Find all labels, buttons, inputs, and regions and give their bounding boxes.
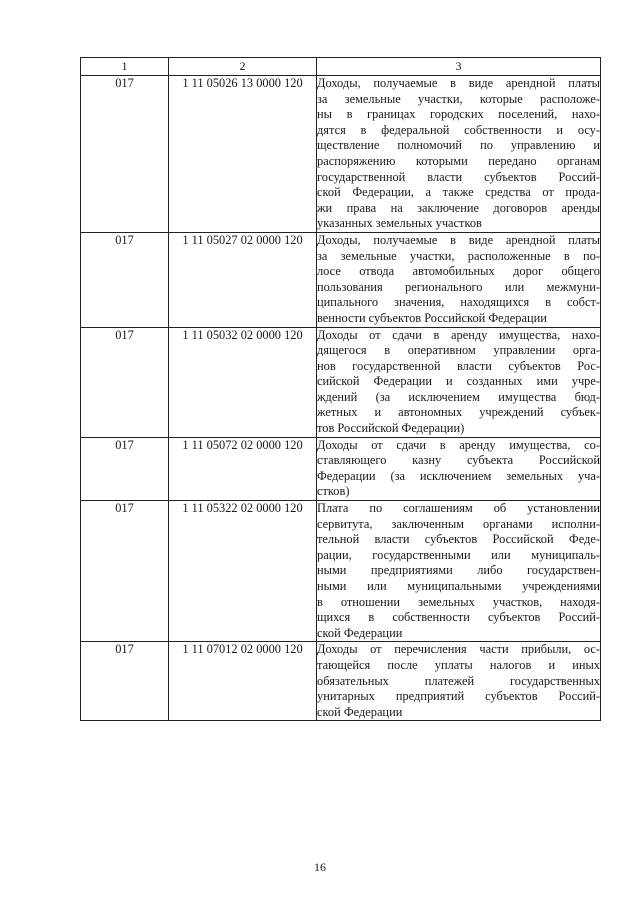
revenue-name-cell xyxy=(317,327,601,437)
table-row xyxy=(81,437,601,500)
revenue-name-line: жетных и автономных учреждений субъек- xyxy=(317,405,600,420)
revenue-name-line: ными или муниципальными учреждениями xyxy=(317,579,600,593)
revenue-name-line: щихся в собственности субъектов Россий- xyxy=(317,610,600,625)
revenue-name-line: ществление полномочий по управлению и xyxy=(317,138,600,153)
revenue-name-line: Доходы от перечисления части прибыли, ос- xyxy=(317,642,600,657)
revenue-name-line: лосе отвода автомобильных дорог общего xyxy=(317,264,600,279)
revenue-name-line: ципального значения, находящихся в собст- xyxy=(317,295,600,310)
revenue-name-cell xyxy=(317,501,601,642)
table-row xyxy=(81,232,601,327)
revenue-name-line: Федерации (за исключением земельных уча- xyxy=(317,468,600,483)
admin-code-cell: 017 xyxy=(81,232,169,327)
budget-classification-code-cell: 1 11 05072 02 0000 120 xyxy=(169,437,317,500)
revenue-name-line: за земельные участки, которые расположе- xyxy=(317,91,600,106)
table-row xyxy=(81,327,601,437)
table-body xyxy=(81,76,601,721)
revenue-name-line: ской Федерации, а также средства от прода- xyxy=(317,185,600,200)
revenue-name-line: Плата по соглашениям об установлении xyxy=(317,501,600,516)
revenue-name-line: тельной власти субъектов Российской Феде- xyxy=(317,532,600,547)
admin-code-cell: 017 xyxy=(81,327,169,437)
table-row xyxy=(81,642,601,721)
revenue-name-line: ставляющего казну субъекта Российской xyxy=(317,453,600,468)
revenue-name-line: тов Российской Федерации) xyxy=(317,421,465,436)
revenue-name-cell xyxy=(317,232,601,327)
revenue-name-line: ными предприятиями либо государствен- xyxy=(317,563,600,578)
revenue-name-line: жи права на заключение договоров аренды xyxy=(317,200,600,215)
header-col-2: 2 xyxy=(169,58,317,76)
table-row xyxy=(81,501,601,642)
revenue-name-line: Доходы, получаемые в виде арендной платы xyxy=(317,232,600,247)
revenue-name-line: за земельные участки, расположенные в по- xyxy=(317,248,600,263)
table-row xyxy=(81,76,601,233)
revenue-name-line: ны в границах городских поселений, нахо- xyxy=(317,107,600,122)
revenue-name-line: Доходы, получаемые в виде арендной платы xyxy=(317,76,600,90)
revenue-name-cell xyxy=(317,437,601,500)
budget-classification-code-cell: 1 11 05032 02 0000 120 xyxy=(169,327,317,437)
revenue-name-line: ждений (за исключением имущества бюд- xyxy=(317,389,600,404)
revenue-name-line: распоряжению которыми передано органам xyxy=(317,153,600,168)
admin-code-cell: 017 xyxy=(81,501,169,642)
admin-code-cell: 017 xyxy=(81,642,169,721)
revenue-codes-table xyxy=(80,57,601,721)
revenue-name-line: указанных земельных участков xyxy=(317,216,482,231)
budget-classification-code-cell: 1 11 07012 02 0000 120 xyxy=(169,642,317,721)
revenue-name-line: государственной власти субъектов Россий- xyxy=(317,169,600,184)
table-header xyxy=(81,58,601,76)
revenue-name-line: сийской Федерации и созданных ими учре- xyxy=(317,374,600,389)
budget-classification-code-cell: 1 11 05322 02 0000 120 xyxy=(169,501,317,642)
revenue-name-line: дящегося в оперативном управлении орга- xyxy=(317,343,600,358)
revenue-name-line: унитарных предприятий субъектов Россий- xyxy=(317,689,600,704)
page-number: 16 xyxy=(314,860,326,874)
revenue-name-cell xyxy=(317,76,601,233)
header-col-3: 3 xyxy=(317,58,601,76)
revenue-name-line: Доходы от сдачи в аренду имущества, со- xyxy=(317,437,600,452)
table-header-row xyxy=(81,58,601,76)
revenue-name-line: пользования регионального или межмуни- xyxy=(317,279,600,294)
revenue-name-line: Доходы от сдачи в аренду имущества, нахо- xyxy=(317,327,600,342)
revenue-name-line: венности субъектов Российской Федерации xyxy=(317,310,547,325)
revenue-name-line: рации, государственными или муниципаль- xyxy=(317,547,600,562)
revenue-name-line: сервитута, заключенным органами исполни- xyxy=(317,516,600,531)
revenue-name-line: дятся в федеральной собственности и осу- xyxy=(317,122,600,137)
budget-classification-code-cell: 1 11 05026 13 0000 120 xyxy=(169,76,317,233)
revenue-name-line: тающейся после уплаты налогов и иных xyxy=(317,657,600,672)
budget-classification-code-cell: 1 11 05027 02 0000 120 xyxy=(169,232,317,327)
header-col-1: 1 xyxy=(81,58,169,76)
revenue-name-line: нов государственной власти субъектов Рос- xyxy=(317,358,600,373)
revenue-name-line: стков) xyxy=(317,484,350,499)
revenue-name-line: ской Федерации xyxy=(317,704,403,719)
revenue-name-line: ской Федерации xyxy=(317,625,403,640)
revenue-name-line: в отношении земельных участков, находя- xyxy=(317,594,600,609)
revenue-name-cell xyxy=(317,642,601,721)
revenue-name-line: обязательных платежей государственных xyxy=(317,673,600,688)
admin-code-cell: 017 xyxy=(81,76,169,233)
admin-code-cell: 017 xyxy=(81,437,169,500)
